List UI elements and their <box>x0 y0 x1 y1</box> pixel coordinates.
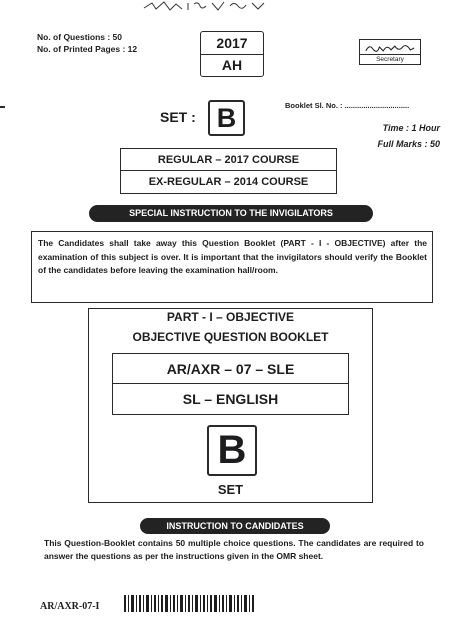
exam-time: Time : 1 Hour <box>382 123 440 133</box>
invigilator-instruction-box <box>31 231 433 303</box>
course-box <box>120 148 337 194</box>
invigilator-instruction-heading: SPECIAL INSTRUCTION TO THE INVIGILATORS <box>89 205 373 222</box>
subject-code: AR/AXR – 07 – SLE <box>113 354 348 384</box>
set-label: SET : <box>160 109 196 125</box>
secretary-seal <box>359 39 421 65</box>
candidate-instruction-heading: INSTRUCTION TO CANDIDATES <box>140 518 330 534</box>
full-marks: Full Marks : 50 <box>377 139 440 149</box>
subject-name: SL – ENGLISH <box>182 391 279 407</box>
candidate-instruction-text: This Question-Booklet contains 50 multiple choice questions. The candidates are required to answer the questions as per the instructions given in the OMR sheet. <box>44 538 424 561</box>
regular-course: REGULAR – 2017 COURSE <box>121 149 336 171</box>
part-title: PART - I – OBJECTIVE <box>166 310 295 324</box>
subject-box <box>112 353 349 415</box>
ex-regular-course: EX-REGULAR – 2014 COURSE <box>148 176 309 188</box>
seal-label: Secretary <box>360 54 420 64</box>
set-word: SET <box>217 482 244 497</box>
barcode-icon <box>124 595 254 612</box>
year-code-box <box>200 31 264 77</box>
booklet-serial-field: Booklet Sl. No. : ............................... <box>285 101 410 110</box>
invigilator-instruction-text: The Candidates shall take away this Question Booklet (PART - I - OBJECTIVE) after the examination of this subject is over. It is important that the invigilators should verify the Booklet of the candidates before leaving the examination hall/room. <box>38 238 427 275</box>
booklet-title: OBJECTIVE QUESTION BOOKLET <box>132 330 329 344</box>
printed-pages-count: No. of Printed Pages : 12 <box>37 44 138 54</box>
paper-code: AH <box>221 57 243 73</box>
set-letter-large: B <box>207 425 257 476</box>
question-count: No. of Questions : 50 <box>37 32 123 42</box>
exam-year: 2017 <box>201 32 263 55</box>
margin-mark <box>0 106 5 108</box>
handwritten-scribble <box>142 0 270 12</box>
footer-paper-code: AR/AXR-07-I <box>40 601 100 612</box>
set-letter-box: B <box>208 100 245 136</box>
